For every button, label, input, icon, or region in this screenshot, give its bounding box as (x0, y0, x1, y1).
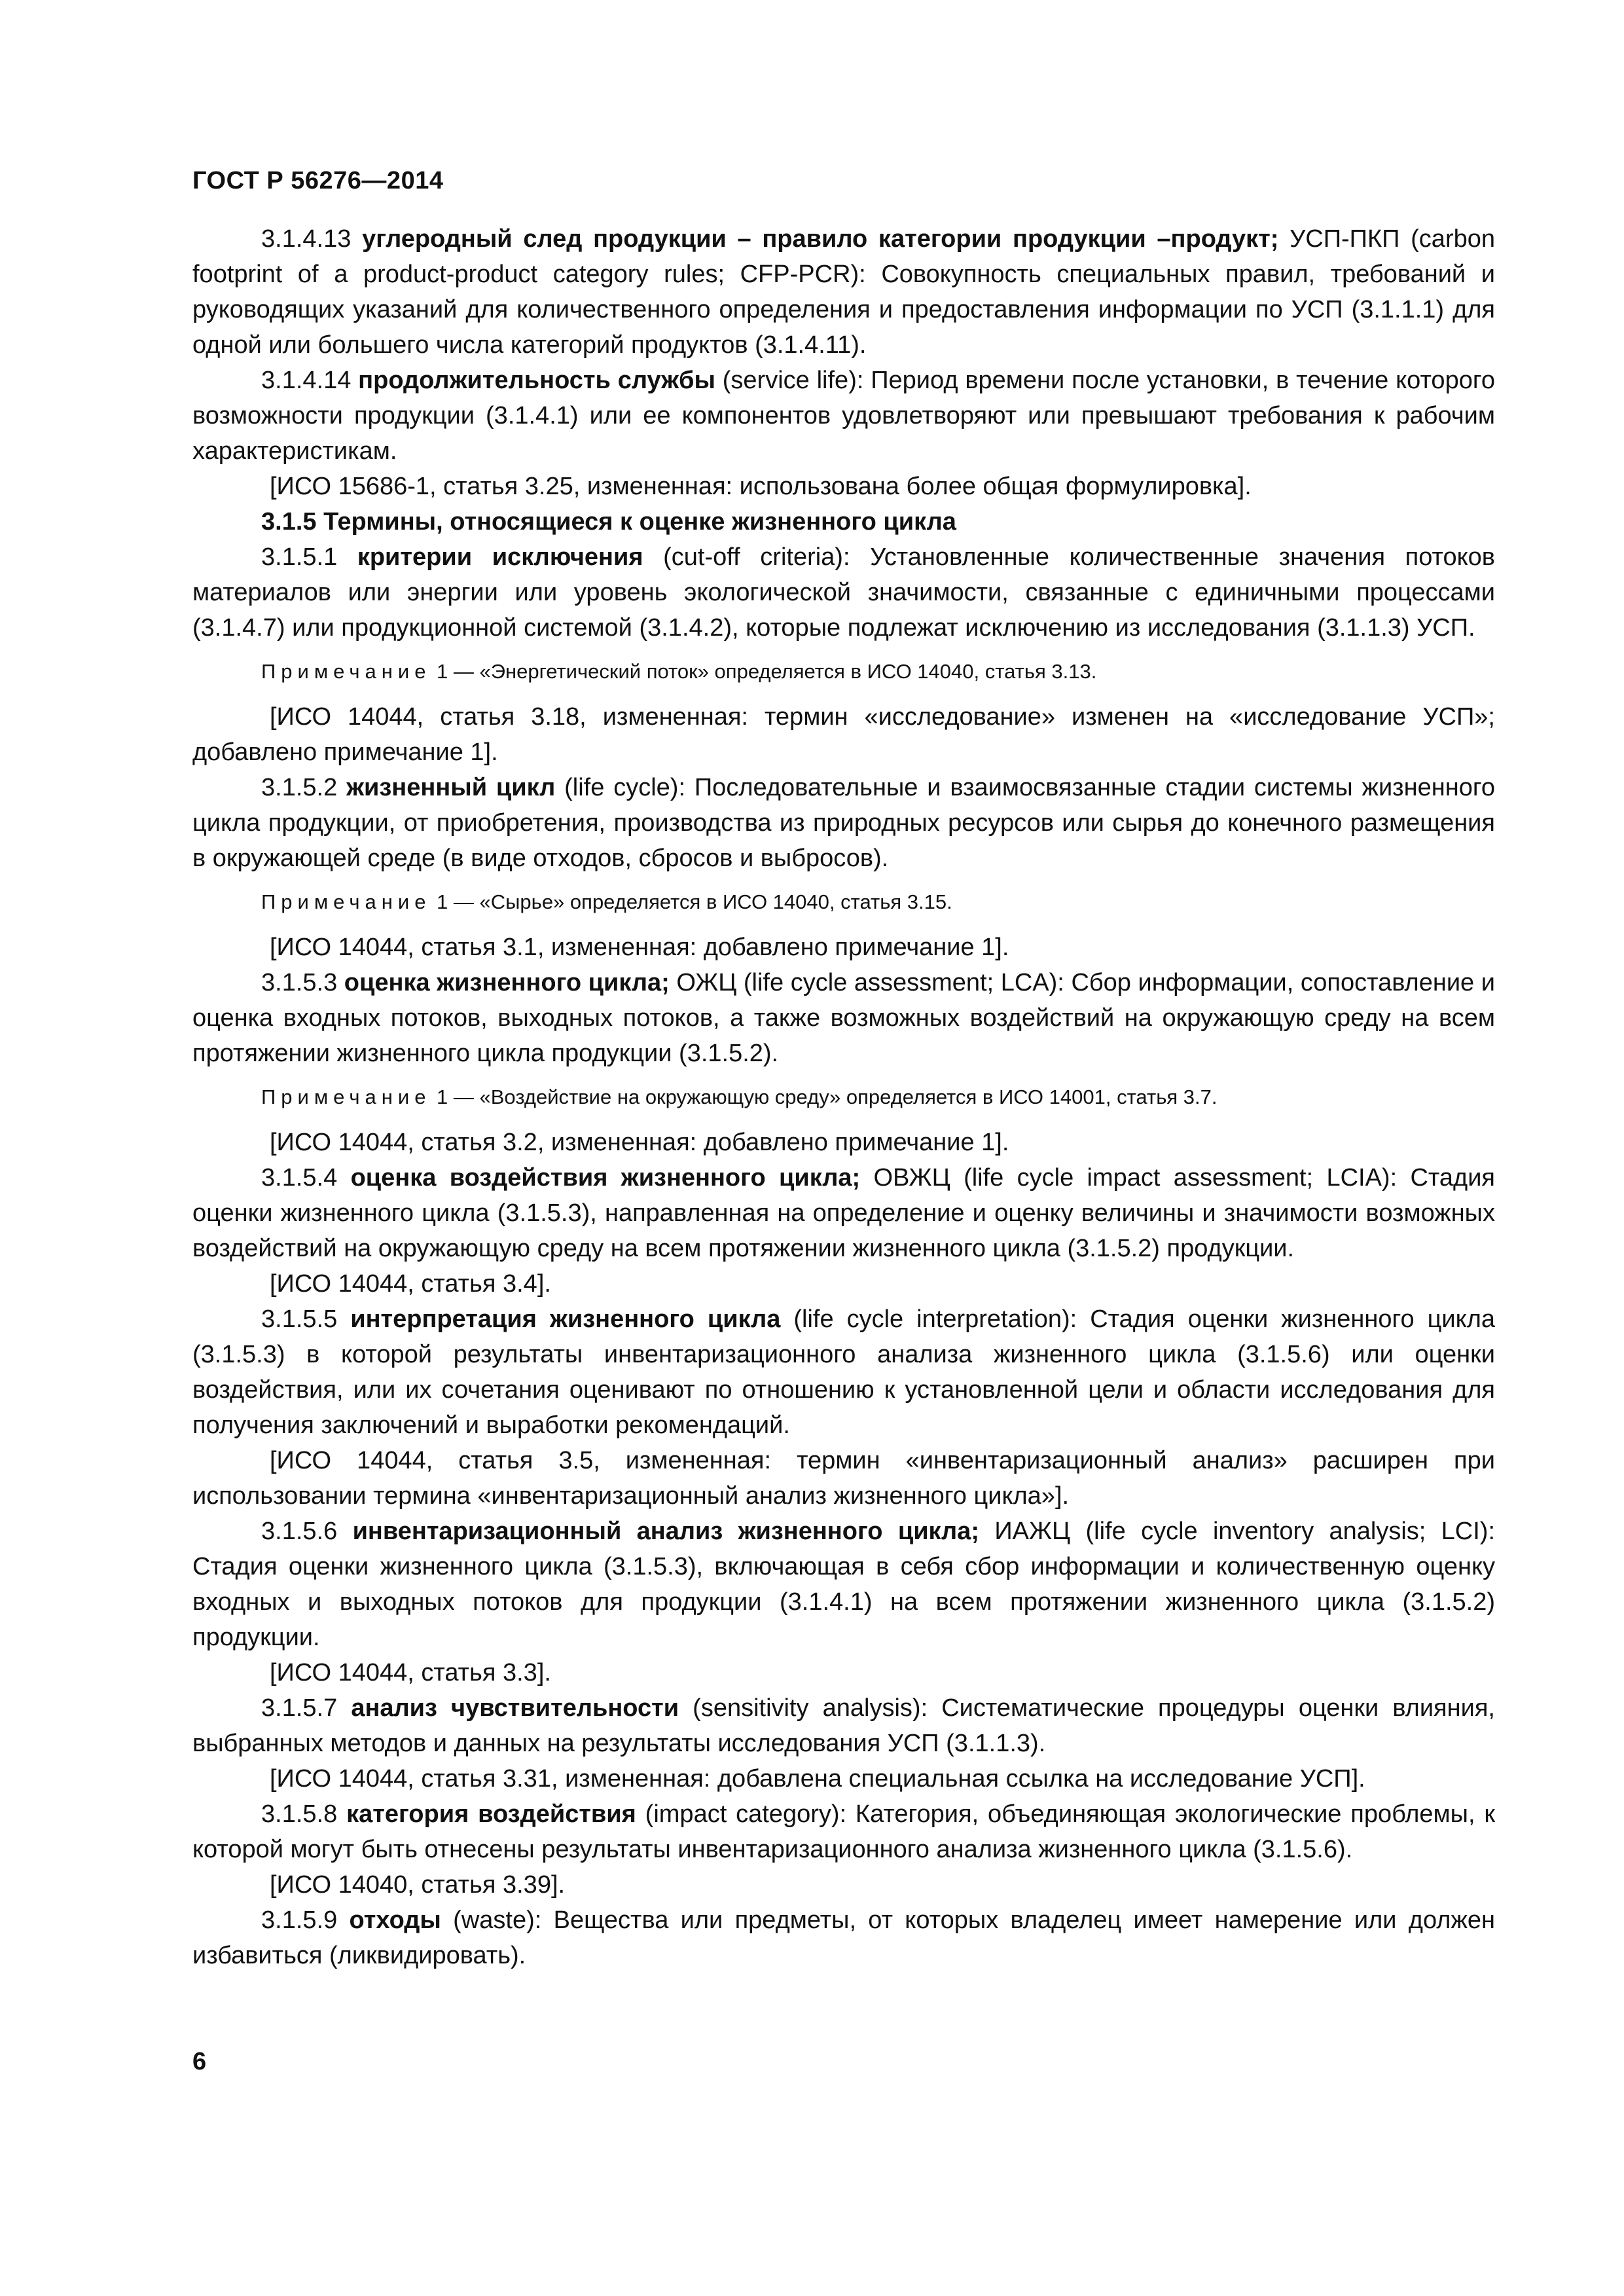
note-text: 1 — «Энергетический поток» определяется в ИСО 14040, статья 3.13. (431, 660, 1097, 683)
term-paragraph (192, 221, 1495, 363)
term-definition: (cut-off criteria): Установленные количественные значения потоков материалов или энергии или уровень экологической значимости, связанные с единичными процессами (3.1.4.7) или продукционной системой (3.1.4.2), которые подлежат исключению из исследования (3.1.1.3) УСП. (192, 543, 1495, 642)
term-definition: (sensitivity analysis): Систематические процедуры оценки влияния, выбранных методов и данных на результаты исследования УСП (3.1.1.3). (192, 1694, 1495, 1757)
note-paragraph (192, 657, 1495, 686)
note-text: 1 — «Воздействие на окружающую среду» определяется в ИСО 14001, статья 3.7. (431, 1085, 1218, 1108)
term-name: анализ чувствительности (351, 1694, 679, 1722)
note-label: Примечание (261, 1085, 431, 1108)
term-paragraph (192, 1302, 1495, 1443)
term-number: 3.1.5.2 (261, 774, 338, 801)
reference-paragraph: [ИСО 14044, статья 3.3]. (270, 1659, 551, 1686)
term-number: 3.1.4.14 (261, 367, 352, 394)
term-definition: ИАЖЦ (life cycle inventory analysis; LCI): Стадия оценки жизненного цикла (3.1.5.3), включающая в себя сбор информации и количественную оценку входных и выходных потоков для продукции (3.1.4.1) на всем протяжении жизненного цикла (3.1.5.2) продукции. (192, 1518, 1496, 1651)
term-name: оценка воздействия жизненного цикла; (350, 1164, 861, 1192)
term-number: 3.1.5.9 (261, 1906, 338, 1934)
term-definition: (life cycle interpretation): Стадия оценки жизненного цикла (3.1.5.3) в которой результаты инвентаризационного анализа жизненного цикла (3.1.5.6) или оценки воздействия, или их сочетания оценивают по отношению к установленной цели и области исследования для получения заключений и выработки рекомендаций. (192, 1305, 1495, 1439)
term-paragraph (192, 770, 1495, 876)
term-number: 3.1.5.6 (261, 1518, 338, 1545)
document-body (192, 221, 1495, 1973)
note-label: Примечание (261, 890, 431, 913)
reference-paragraph: [ИСО 14044, статья 3.5, измененная: термин «инвентаризационный анализ» расширен при использовании термина «инвентаризационный анализ жизненного цикла»]. (192, 1447, 1495, 1510)
reference-paragraph: [ИСО 14044, статья 3.18, измененная: термин «исследование» изменен на «исследование УСП»; добавлено примечание 1]. (192, 703, 1495, 766)
reference-paragraph: [ИСО 14040, статья 3.39]. (270, 1871, 566, 1899)
term-paragraph (192, 965, 1495, 1071)
term-name: отходы (349, 1906, 441, 1934)
term-definition: УСП-ПКП (carbon footprint of a product-product category rules; CFP-PCR): Совокупность специальных правил, требований и руководящих указаний для количественного определения и предоставления информации по УСП (3.1.1.1) для одной или большего числа категорий продуктов (3.1.4.11). (192, 225, 1495, 359)
term-paragraph (192, 539, 1495, 646)
term-number: 3.1.4.13 (261, 225, 352, 253)
term-paragraph (192, 1796, 1495, 1867)
term-paragraph (192, 1514, 1495, 1655)
term-paragraph (192, 363, 1495, 469)
reference-paragraph: [ИСО 14044, статья 3.4]. (270, 1270, 551, 1298)
term-number: 3.1.5.7 (261, 1694, 338, 1722)
term-definition: ОЖЦ (life cycle assessment; LCA): Сбор информации, сопоставление и оценка входных потоков, выходных потоков, а также возможных воздействий на окружающую среду на всем протяжении жизненного цикла продукции (3.1.5.2). (192, 969, 1495, 1067)
term-definition: (life cycle): Последовательные и взаимосвязанные стадии системы жизненного цикла продукции, от приобретения, производства из природных ресурсов или сырья до конечного размещения в окружающей среде (в виде отходов, сбросов и выбросов). (192, 774, 1495, 872)
term-number: 3.1.5.4 (261, 1164, 338, 1192)
reference-paragraph: [ИСО 14044, статья 3.2, измененная: добавлено примечание 1]. (270, 1129, 1009, 1156)
note-text: 1 — «Сырье» определяется в ИСО 14040, статья 3.15. (431, 890, 952, 913)
term-name: продолжительность службы (358, 367, 715, 394)
term-number: 3.1.5.3 (261, 969, 338, 996)
term-definition: (waste): Вещества или предметы, от которых владелец имеет намерение или должен избавиться (ликвидировать). (192, 1906, 1495, 1969)
term-name: углеродный след продукции – правило категории продукции –продукт; (362, 225, 1279, 253)
term-paragraph (192, 1903, 1495, 1973)
term-name: оценка жизненного цикла; (344, 969, 670, 996)
note-paragraph (192, 1083, 1495, 1112)
term-number: 3.1.5.1 (261, 543, 338, 571)
term-definition: (impact category): Категория, объединяющая экологические проблемы, к которой могут быть отнесены результаты инвентаризационного анализа жизненного цикла (3.1.5.6). (192, 1800, 1495, 1863)
term-name: категория воздействия (346, 1800, 636, 1828)
term-paragraph (192, 1160, 1495, 1266)
term-definition: ОВЖЦ (life cycle impact assessment; LCIA): Стадия оценки жизненного цикла (3.1.5.3), направленная на определение и оценку величины и значимости возможных воздействий на окружающую среду на всем протяжении жизненного цикла (3.1.5.2) продукции. (192, 1164, 1495, 1262)
term-definition: (service life): Период времени после установки, в течение которого возможности продукции (3.1.4.1) или ее компонентов удовлетворяют или превышают требования к рабочим характеристикам. (192, 367, 1495, 465)
term-name: жизненный цикл (346, 774, 556, 801)
page-number: 6 (192, 2048, 207, 2075)
term-name: инвентаризационный анализ жизненного цикла; (352, 1518, 979, 1545)
term-number: 3.1.5.8 (261, 1800, 338, 1828)
term-paragraph (192, 1690, 1495, 1761)
note-paragraph (192, 888, 1495, 917)
term-name: критерии исключения (357, 543, 643, 571)
reference-paragraph: [ИСО 15686-1, статья 3.25, измененная: использована более общая формулировка]. (270, 473, 1252, 500)
term-name: интерпретация жизненного цикла (350, 1305, 781, 1333)
reference-paragraph: [ИСО 14044, статья 3.1, измененная: добавлено примечание 1]. (270, 934, 1009, 961)
note-label: Примечание (261, 660, 431, 683)
reference-paragraph: [ИСО 14044, статья 3.31, измененная: добавлена специальная ссылка на исследование УСП]. (270, 1765, 1365, 1793)
document-header: ГОСТ Р 56276—2014 (192, 167, 444, 194)
term-number: 3.1.5.5 (261, 1305, 338, 1333)
section-heading: 3.1.5 Термины, относящиеся к оценке жизненного цикла (261, 508, 956, 536)
